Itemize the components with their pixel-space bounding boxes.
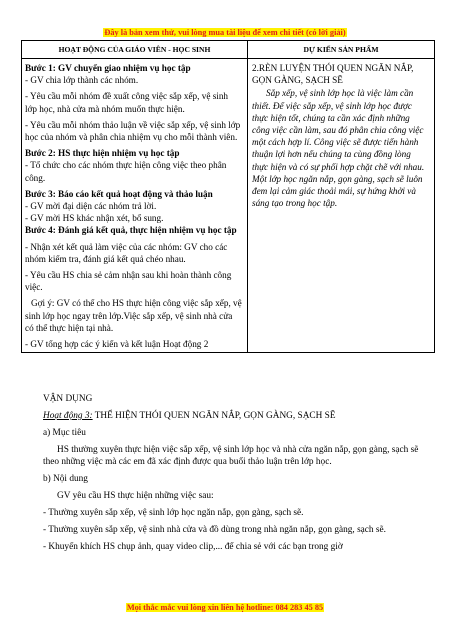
activity-label: Hoạt động 3: [43, 411, 93, 421]
content-intro: GV yêu cầu HS thực hiện những việc sau: [57, 491, 214, 502]
section-title: VẬN DỤNG [43, 394, 93, 404]
step4-item: - Yêu cầu HS chia sẻ cảm nhận sau khi hoàn thành công việc. [25, 270, 232, 293]
activities-cell [22, 59, 248, 353]
list-item: - Thường xuyên sắp xếp, vệ sinh nhà cửa và đồ dùng trong nhà ngăn nắp, gọn gàng, sạch sẽ. [43, 525, 386, 536]
list-item: - Thường xuyên sắp xếp, vệ sinh lớp học ngăn nắp, gọn gàng, sạch sẽ. [43, 508, 304, 519]
product-heading: 2.RÈN LUYỆN THÓI QUEN NGĂN NẮP, GỌN GÀNG, SẠCH SẼ [252, 63, 414, 86]
objective-label: a) Mục tiêu [43, 428, 86, 438]
objective-text: HS thường xuyên thực hiện việc sắp xếp, vệ sinh lớp học và nhà cửa ngăn nắp, gọn gàng, sạch sẽ theo những việc mà các em đã xác định được qua buổi thảo luận trên lớp học. [43, 445, 419, 468]
expected-product-cell [248, 59, 435, 353]
table-content-row [22, 59, 435, 353]
list-item: - Khuyến khích HS chụp ảnh, quay video clip,... để chia sẻ với các bạn trong giờ [43, 542, 343, 553]
product-body: Sắp xếp, vệ sinh lớp học là việc làm cần thiết. Để việc sắp xếp, vệ sinh lớp học được thực hiện tốt, chúng ta cần xác định những công việc cần làm, sau đó phân chia công việc một cách hợp lí. Công việc sẽ được tiến hành thuận lợi hơn nếu chúng ta cùng đồng lòng thực hiện và có sự phối hợp chặt chẽ với nhau. Một lớp học ngăn nắp, gọn gàng, sạch sẽ luôn đem lại cảm giác thoải mái, sự hứng khởi và sáng tạo trong học tập. [252, 88, 425, 209]
step1-title: Bước 1: GV chuyển giao nhiệm vụ học tập [25, 63, 191, 73]
expected-product-header: DỰ KIẾN SẢN PHẨM [248, 41, 435, 59]
preview-banner [0, 28, 450, 37]
hotline-banner-text: Mọi thắc mắc vui lòng xin liên hệ hotline: 084 283 45 85 [126, 603, 324, 612]
teacher-student-activity-header: HOẠT ĐỘNG CỦA GIÁO VIÊN - HỌC SINH [22, 41, 248, 59]
step3-item: - GV mời HS khác nhận xét, bổ sung. [25, 213, 164, 224]
step4-title: Bước 4: Đánh giá kết quả, thực hiện nhiệm vụ học tập [25, 225, 237, 236]
step4-hint: Gợi ý: GV có thể cho HS thực hiện công việc sắp xếp, vệ sinh lớp học ngay trên lớp.Việc sắp xếp, vệ sinh nhà cửa có thể thực hiện tại nhà. [25, 298, 242, 333]
step2-item: - Tổ chức cho các nhóm thực hiện công việc theo phân công. [25, 160, 227, 183]
step1-item: - Yêu cầu mỗi nhóm thảo luận về việc sắp xếp, vệ sinh lớp học của nhóm và phân chia nhiệm vụ cho mỗi thành viên. [25, 119, 241, 143]
table-header-row [22, 41, 435, 59]
activity-heading [43, 410, 433, 422]
preview-banner-text: Đây là bản xem thử, vui lòng mua tài liệu để xem chi tiết (có lời giải) [104, 28, 346, 37]
lesson-plan-table [21, 40, 435, 353]
application-section [43, 393, 433, 558]
step4-item: - Nhận xét kết quả làm việc của các nhóm: GV cho các nhóm kiểm tra, đánh giá kết quả chéo nhau. [25, 241, 228, 264]
step1-item: - GV chia lớp thành các nhóm. [25, 75, 139, 86]
step3-item: - GV mời đại diện các nhóm trả lời. [25, 201, 157, 212]
step3-title: Bước 3: Báo cáo kết quả hoạt động và thảo luận [25, 188, 213, 199]
hotline-banner [0, 603, 450, 612]
step2-title: Bước 2: HS thực hiện nhiệm vụ học tập [25, 148, 180, 159]
step1-item: - Yêu cầu mỗi nhóm đề xuất công việc sắp xếp, vệ sinh lớp học, nhà cửa mà nhóm muốn thực hiện. [25, 91, 229, 114]
content-label: b) Nội dung [43, 474, 88, 485]
step4-item: - GV tổng hợp các ý kiến và kết luận Hoạt động 2 [25, 339, 209, 350]
activity-title: THỂ HIỆN THÓI QUEN NGĂN NẮP, GỌN GÀNG, SẠCH SẼ [92, 411, 336, 421]
